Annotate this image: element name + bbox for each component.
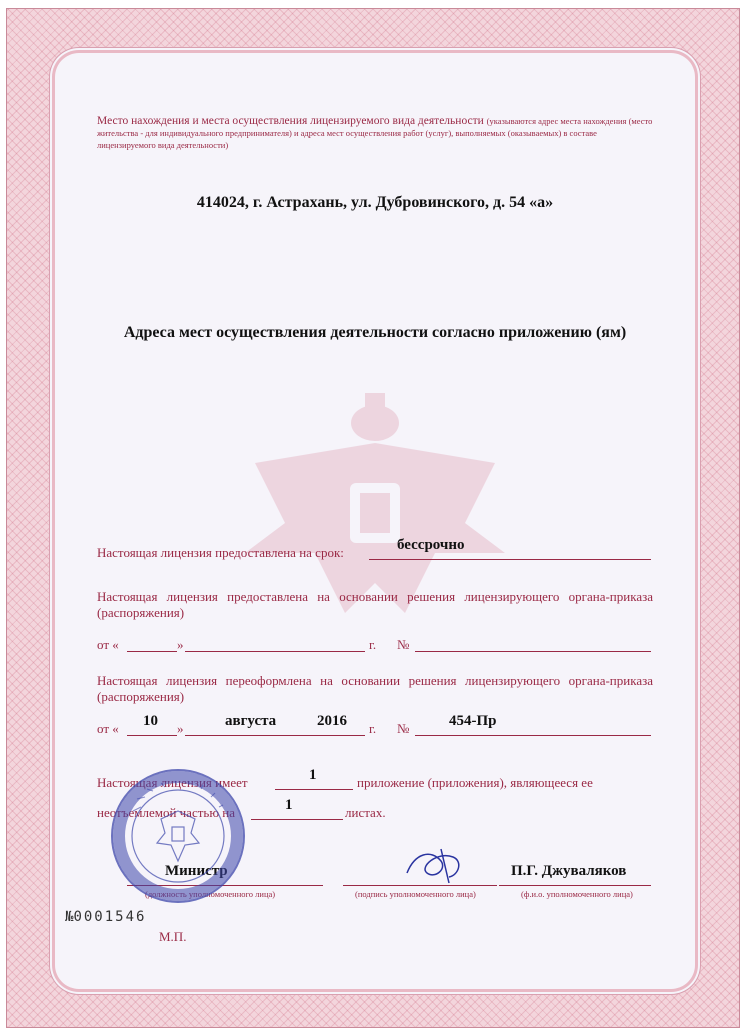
attachments-count: 1: [309, 767, 317, 783]
location-header: [97, 115, 657, 151]
signatory-name: П.Г. Джуваляков: [511, 863, 627, 879]
position-caption: (должность уполномоченного лица): [145, 889, 276, 899]
basis-reissued-day: 10: [143, 713, 158, 729]
signatory-position: Министр: [165, 863, 228, 879]
round-seal: [111, 769, 245, 903]
basis-granted-from-label: от «: [97, 637, 119, 652]
attachments-count-line: [275, 789, 353, 790]
license-page: [6, 8, 740, 1028]
serial-prefix: №: [65, 909, 74, 925]
basis-granted-day-line: [127, 651, 177, 652]
name-line: [499, 885, 651, 886]
basis-reissued-quote-close: »: [177, 721, 184, 736]
basis-reissued-number-label: №: [397, 721, 410, 736]
basis-reissued-day-line: [127, 735, 177, 736]
name-caption: (ф.и.о. уполномоченного лица): [521, 889, 633, 899]
attachments-sheets-line: [251, 819, 343, 820]
serial-number: [65, 909, 146, 925]
attachments-label-1: Настоящая лицензия имеет: [97, 775, 248, 790]
term-value: бессрочно: [397, 537, 465, 553]
basis-granted-quote-close: »: [177, 637, 184, 652]
location-header-note: (указываются адрес места нахождения (место жительства - для индивидуального предпринимателя) и адреса мест осуществления работ (услуг), выполняемых (оказываемых) в составе лицензируемого вида деятельности): [97, 116, 653, 150]
basis-reissued-number: 454-Пр: [449, 713, 497, 729]
location-header-title: Место нахождения и места осуществления лицензируемого вида деятельности: [97, 115, 484, 127]
basis-granted-month-line: [185, 651, 365, 652]
attachments-sheets: 1: [285, 797, 293, 813]
basis-granted-year-label: г.: [369, 637, 377, 652]
sign-line: [343, 885, 497, 886]
term-label: Настоящая лицензия предоставлена на срок:: [97, 545, 344, 560]
seal-emblem-icon: [113, 771, 243, 901]
basis-reissued-text: Настоящая лицензия переоформлена на основании решения лицензирующего органа-приказа (распоряжения): [97, 673, 653, 704]
basis-granted-number-line: [415, 651, 651, 652]
basis-reissued-month-line: [185, 735, 365, 736]
signature-mark: [401, 843, 481, 887]
basis-granted-text: Настоящая лицензия предоставлена на основании решения лицензирующего органа-приказа (распоряжения): [97, 589, 653, 620]
term-underline: [369, 559, 651, 560]
attachments-label-4: листах.: [345, 805, 386, 820]
activity-addresses: Адреса мест осуществления деятельности согласно приложению (ям): [123, 324, 627, 341]
basis-reissued-number-line: [415, 735, 651, 736]
basis-reissued-year: 2016: [317, 713, 347, 729]
attachments-label-3: неотъемлемой частью на: [97, 805, 236, 820]
basis-reissued-month: августа: [225, 713, 277, 729]
organization-address: 414024, г. Астрахань, ул. Дубровинского, д. 54 «а»: [196, 194, 554, 211]
basis-reissued-year-label: г.: [369, 721, 377, 736]
serial-digits: 0001546: [73, 909, 147, 925]
attachments-label-2: приложение (приложения), являющееся ее: [357, 775, 593, 790]
basis-reissued-from-label: от «: [97, 721, 119, 736]
sign-caption: (подпись уполномоченного лица): [355, 889, 476, 899]
basis-granted-number-label: №: [397, 637, 410, 652]
stamp-label: М.П.: [159, 929, 187, 944]
